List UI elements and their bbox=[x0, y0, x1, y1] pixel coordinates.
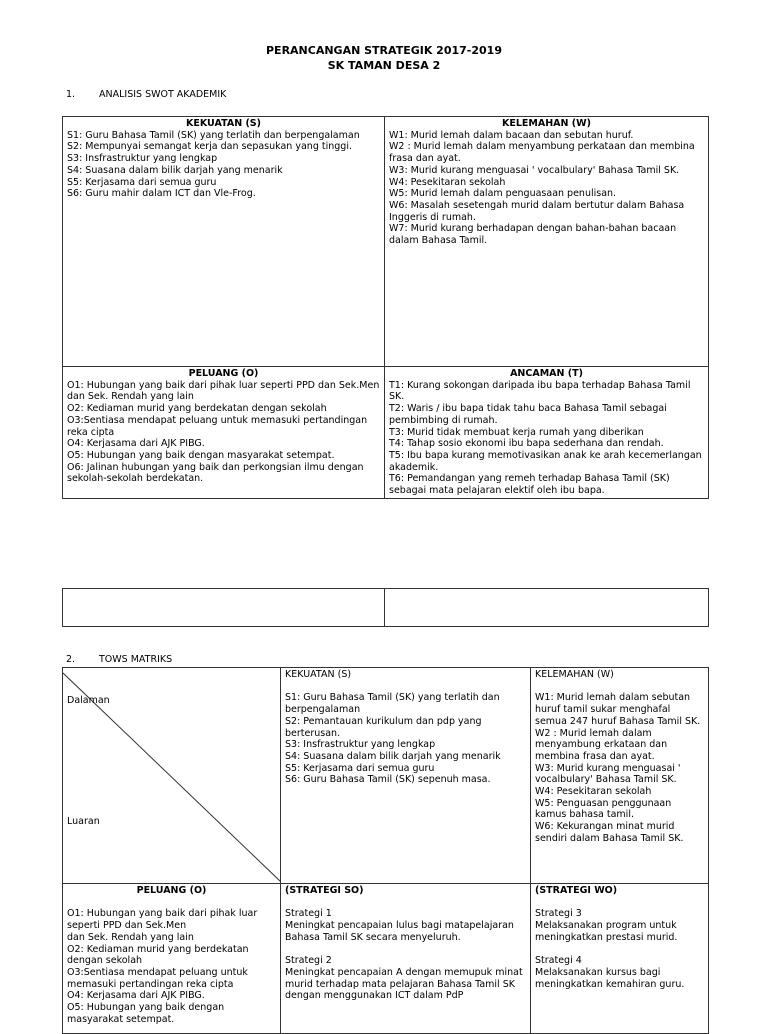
list-item: W5: Penguasan penggunaan kamus bahasa tamil. bbox=[535, 797, 672, 821]
list-item: Meningkat pencapaian lulus bagi matapelajaran Bahasa Tamil SK secara menyeluruh. bbox=[285, 920, 514, 943]
list-item: W5: Murid lemah dalam penguasaan penulisan. bbox=[389, 188, 617, 200]
list-item: W4: Pesekitaran sekolah bbox=[389, 176, 506, 188]
strategi-wo-heading: (STRATEGI WO) bbox=[535, 885, 618, 896]
list-item: S4: Suasana dalam bilik darjah yang menarik bbox=[285, 750, 501, 762]
strategi-so-heading: (STRATEGI SO) bbox=[285, 885, 364, 896]
section-number: 1. bbox=[66, 89, 76, 100]
list-item: O3:Sentiasa mendapat peluang untuk memasuki pertandingan reka cipta bbox=[67, 966, 248, 990]
opportunities-list bbox=[67, 380, 380, 485]
section-label: TOWS MATRIKS bbox=[99, 654, 173, 665]
strategi-so-cell bbox=[281, 884, 531, 1034]
strategi-wo-cell bbox=[531, 884, 709, 1034]
threats-heading: ANCAMAN (T) bbox=[510, 368, 583, 379]
list-item: W4: Pesekitaran sekolah bbox=[535, 786, 652, 798]
list-item: S6: Guru Bahasa Tamil (SK) sepenuh masa. bbox=[285, 774, 491, 786]
list-item: S5: Kerjasama dari semua guru bbox=[285, 762, 435, 774]
weaknesses-cell bbox=[385, 117, 709, 367]
list-item: S2: Pemantauan kurikulum dan pdp yang berterusan. bbox=[285, 715, 482, 739]
section-2-heading bbox=[66, 654, 172, 665]
list-item: O3:Sentiasa mendapat peluang untuk memasuki pertandingan reka cipta bbox=[67, 414, 368, 438]
list-item: S1: Guru Bahasa Tamil (SK) yang terlatih dan berpengalaman bbox=[67, 129, 360, 141]
list-item: Strategi 4 bbox=[535, 955, 582, 967]
list-item: S6: Guru mahir dalam ICT dan Vle-Frog. bbox=[67, 188, 256, 200]
list-item: S5: Kerjasama dari semua guru bbox=[67, 176, 217, 188]
tows-opportunities-list bbox=[67, 908, 276, 1025]
tows-strengths-list bbox=[285, 692, 526, 786]
strengths-heading: KEKUATAN (S) bbox=[186, 118, 261, 129]
list-item: W6: Masalah sesetengah murid dalam bertutur dalam Bahasa Inggeris di rumah. bbox=[389, 199, 685, 223]
strategi-so-list bbox=[285, 908, 526, 1002]
list-item: dan Sek. Rendah yang lain bbox=[67, 931, 194, 943]
empty-table bbox=[62, 588, 709, 627]
tows-corner-cell bbox=[63, 668, 281, 884]
list-item: O2: Kediaman murid yang berdekatan dengan sekolah bbox=[67, 943, 249, 967]
list-item: W2 : Murid lemah dalam menyambung erkataan dan membina frasa dan ayat. bbox=[535, 727, 668, 762]
tows-weaknesses-heading: KELEMAHAN (W) bbox=[535, 669, 614, 680]
list-item: T4: Tahap sosio ekonomi ibu bapa sederhana dan rendah. bbox=[389, 438, 664, 450]
list-item: W3: Murid kurang menguasai ' vocalbulary' Bahasa Tamil SK. bbox=[535, 762, 681, 786]
list-item: O2: Kediaman murid yang berdekatan dengan sekolah bbox=[67, 403, 327, 415]
weaknesses-list bbox=[389, 130, 704, 247]
list-item: S3: Insfrastruktur yang lengkap bbox=[285, 739, 436, 751]
threats-cell bbox=[385, 367, 709, 499]
list-item: T2: Waris / ibu bapa tidak tahu baca Bahasa Tamil sebagai pembimbing di rumah. bbox=[389, 403, 667, 426]
list-item: S1: Guru Bahasa Tamil (SK) yang terlatih dan berpengalaman bbox=[285, 692, 500, 716]
list-item: W7: Murid kurang berhadapan dengan bahan-bahan bacaan dalam Bahasa Tamil. bbox=[389, 223, 677, 247]
opportunities-cell bbox=[63, 367, 385, 499]
list-item: S4: Suasana dalam bilik darjah yang menarik bbox=[67, 164, 283, 176]
list-item: dan Sek. Rendah yang lain bbox=[67, 391, 194, 403]
list-item: T6: Pemandangan yang remeh terhadap Bahasa Tamil (SK) sebagai mata pelajaran elektif oleh ibu bapa. bbox=[389, 473, 670, 497]
tows-opportunities-heading: PELUANG (O) bbox=[136, 885, 207, 896]
strengths-list bbox=[67, 130, 380, 200]
threats-list bbox=[389, 380, 704, 497]
tows-opportunities-cell bbox=[63, 884, 281, 1034]
page-subtitle: SK TAMAN DESA 2 bbox=[327, 59, 441, 72]
tows-table bbox=[62, 667, 709, 1034]
strategi-wo-list bbox=[535, 908, 704, 990]
list-item: Meningkat pencapaian A dengan memupuk minat murid terhadap mata pelajaran Bahasa Tamil SK dengan menggunakan ICT dalam PdP bbox=[285, 966, 523, 1002]
list-item: Melaksanakan program untuk meningkatkan prestasi murid. bbox=[535, 920, 678, 943]
list-item: W1: Murid lemah dalam sebutan huruf tamil sukar menghafal semua 247 huruf Bahasa Tamil SK. bbox=[535, 692, 701, 727]
list-item: W6: Kekurangan minat murid sendiri dalam Bahasa Tamil SK. bbox=[535, 821, 684, 844]
list-item: Strategi 2 bbox=[285, 955, 332, 967]
list-item: T3: Murid tidak membuat kerja rumah yang diberikan bbox=[389, 426, 644, 438]
list-item: O6: Jalinan hubungan yang baik dan perkongsian ilmu dengan sekolah-sekolah berdekatan. bbox=[67, 461, 364, 485]
list-item: O4: Kerjasama dari AJK PIBG. bbox=[67, 990, 205, 1002]
list-item: W3: Murid kurang menguasai ' vocalbulary' Bahasa Tamil SK. bbox=[389, 164, 680, 176]
list-item: T1: Kurang sokongan daripada ibu bapa terhadap Bahasa Tamil SK. bbox=[389, 379, 691, 403]
empty-cell-left bbox=[63, 589, 385, 627]
list-item: Strategi 3 bbox=[535, 908, 582, 920]
luaran-label: Luaran bbox=[67, 816, 100, 827]
page-title: PERANCANGAN STRATEGIK 2017-2019 bbox=[266, 44, 502, 57]
list-item: O1: Hubungan yang baik dari pihak luar seperti PPD dan Sek.Men bbox=[67, 379, 380, 391]
list-item: T5: Ibu bapa kurang memotivasikan anak ke arah kecemerlangan akademik. bbox=[389, 449, 702, 473]
list-item: O4: Kerjasama dari AJK PIBG. bbox=[67, 438, 205, 450]
weaknesses-heading: KELEMAHAN (W) bbox=[502, 118, 591, 129]
strengths-cell bbox=[63, 117, 385, 367]
swot-table bbox=[62, 116, 709, 499]
empty-cell-right bbox=[385, 589, 709, 627]
list-item: O1: Hubungan yang baik dari pihak luar seperti PPD dan Sek.Men bbox=[67, 908, 258, 932]
opportunities-heading: PELUANG (O) bbox=[188, 368, 259, 379]
dalaman-label: Dalaman bbox=[67, 695, 110, 706]
list-item: S2: Mempunyai semangat kerja dan sepasukan yang tinggi. bbox=[67, 141, 352, 153]
tows-strengths-heading: KEKUATAN (S) bbox=[285, 669, 352, 680]
list-item: Melaksanakan kursus bagi meningkatkan kemahiran guru. bbox=[535, 966, 685, 990]
list-item: S3: Insfrastruktur yang lengkap bbox=[67, 153, 218, 165]
section-number: 2. bbox=[66, 654, 76, 665]
list-item: W1: Murid lemah dalam bacaan dan sebutan huruf. bbox=[389, 129, 634, 141]
section-label: ANALISIS SWOT AKADEMIK bbox=[99, 89, 227, 100]
tows-weaknesses-list bbox=[535, 692, 704, 844]
section-1-heading bbox=[66, 89, 226, 100]
tows-weaknesses-cell bbox=[531, 668, 709, 884]
list-item: O5: Hubungan yang baik dengan masyarakat setempat. bbox=[67, 1002, 225, 1025]
list-item: W2 : Murid lemah dalam menyambung perkataan dan membina frasa dan ayat. bbox=[389, 141, 695, 165]
list-item: O5: Hubungan yang baik dengan masyarakat setempat. bbox=[67, 449, 335, 461]
tows-strengths-cell bbox=[281, 668, 531, 884]
list-item: Strategi 1 bbox=[285, 908, 332, 920]
